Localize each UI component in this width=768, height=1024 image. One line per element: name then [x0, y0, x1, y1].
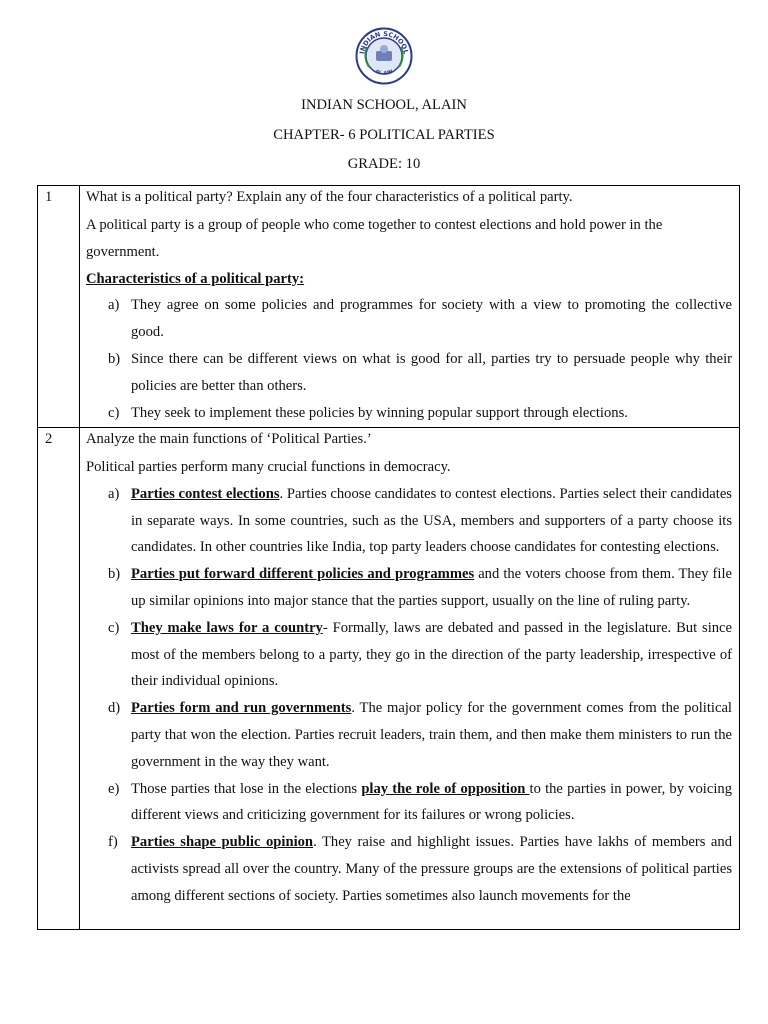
- item-key-phrase: Parties shape public opinion: [131, 834, 314, 851]
- school-logo: [355, 27, 413, 85]
- answer-intro: Political parties perform many crucial functions in democracy.: [86, 459, 451, 475]
- question-cell: [80, 186, 740, 428]
- question-table: [37, 185, 740, 930]
- item-text: - Formally, laws are debated and passed in the legislature. But since most of the members belong to a party, they go in the direction of the party leadership, irrespective of their individual opinions.: [131, 619, 732, 690]
- list-item: [86, 481, 732, 561]
- item-text: . Parties choose candidates to contest elections. Parties select their candidates in separate ways. In some countries, such as the USA, members and supporters of a party choose its candidates. In other countries like India, top party leaders choose candidates for contesting elections.: [131, 485, 732, 556]
- question-number: 1: [38, 186, 80, 428]
- item-marker: b): [108, 566, 121, 583]
- item-marker: a): [108, 297, 120, 314]
- table-row: [38, 428, 740, 930]
- school-name: INDIAN SCHOOL, ALAIN: [301, 97, 467, 113]
- list-item: [86, 695, 732, 775]
- item-key-phrase: Parties put forward different policies and programmes: [131, 566, 475, 583]
- item-marker: b): [108, 350, 121, 367]
- list-item: [86, 346, 732, 400]
- list-item: [86, 400, 732, 427]
- item-key-phrase: Parties form and run governments: [131, 700, 352, 717]
- question-text: Analyze the main functions of ‘Political Parties.’: [86, 431, 372, 447]
- item-marker: d): [108, 700, 121, 717]
- item-text: to the parties in power, by voicing different views and criticizing government for its failures or wrong policies.: [131, 780, 732, 824]
- item-key-phrase: They make laws for a country: [131, 619, 323, 636]
- item-marker: e): [108, 780, 120, 797]
- list-item: [86, 829, 732, 909]
- item-lead: Those parties that lose in the elections: [131, 780, 362, 797]
- subheading: Characteristics of a political party:: [86, 270, 305, 287]
- grade-label: GRADE: 10: [347, 156, 421, 172]
- list-item: [86, 776, 732, 830]
- table-row: [38, 186, 740, 428]
- list-item: [86, 561, 732, 615]
- item-text: They agree on some policies and programmes for society with a view to promoting the collective good.: [131, 297, 732, 341]
- list-item: [86, 615, 732, 695]
- item-text: Since there can be different views on what is good for all, parties try to persuade people why their policies are better than others.: [131, 350, 732, 394]
- item-marker: c): [108, 404, 120, 421]
- item-marker: f): [108, 834, 118, 851]
- item-text: and the voters choose from them. They file up similar opinions into major stance that the parties support, usually on the line of ruling party.: [131, 566, 732, 609]
- logo-text-bottom: AL-AIN: [374, 68, 394, 77]
- answer-list: [86, 481, 732, 910]
- item-text: . The major policy for the government comes from the political party that won the election. Parties recruit leaders, train them, and then make them ministers to run the government in the way they want.: [131, 700, 732, 770]
- item-marker: c): [108, 619, 120, 636]
- item-marker: a): [108, 485, 120, 502]
- chapter-title: CHAPTER- 6 POLITICAL PARTIES: [273, 127, 495, 143]
- question-cell: [80, 428, 740, 930]
- item-key-phrase: play the role of opposition: [361, 780, 530, 797]
- question-text: What is a political party? Explain any of the four characteristics of a political party.: [86, 189, 573, 205]
- item-key-phrase: Parties contest elections: [131, 485, 280, 502]
- answer-intro: A political party is a group of people who come together to contest elections and hold power in the government.: [86, 217, 663, 260]
- item-text: They seek to implement these policies by winning popular support through elections.: [131, 404, 628, 421]
- list-item: [86, 292, 732, 346]
- answer-list: [86, 292, 732, 426]
- logo-text-top: INDIAN SCHOOL: [358, 29, 410, 55]
- item-text: . They raise and highlight issues. Parties have lakhs of members and activists spread all over the country. Many of the pressure groups are the extensions of political parties among different sections of society. Parties sometimes also launch movements for the: [131, 834, 732, 904]
- question-number: 2: [38, 428, 80, 930]
